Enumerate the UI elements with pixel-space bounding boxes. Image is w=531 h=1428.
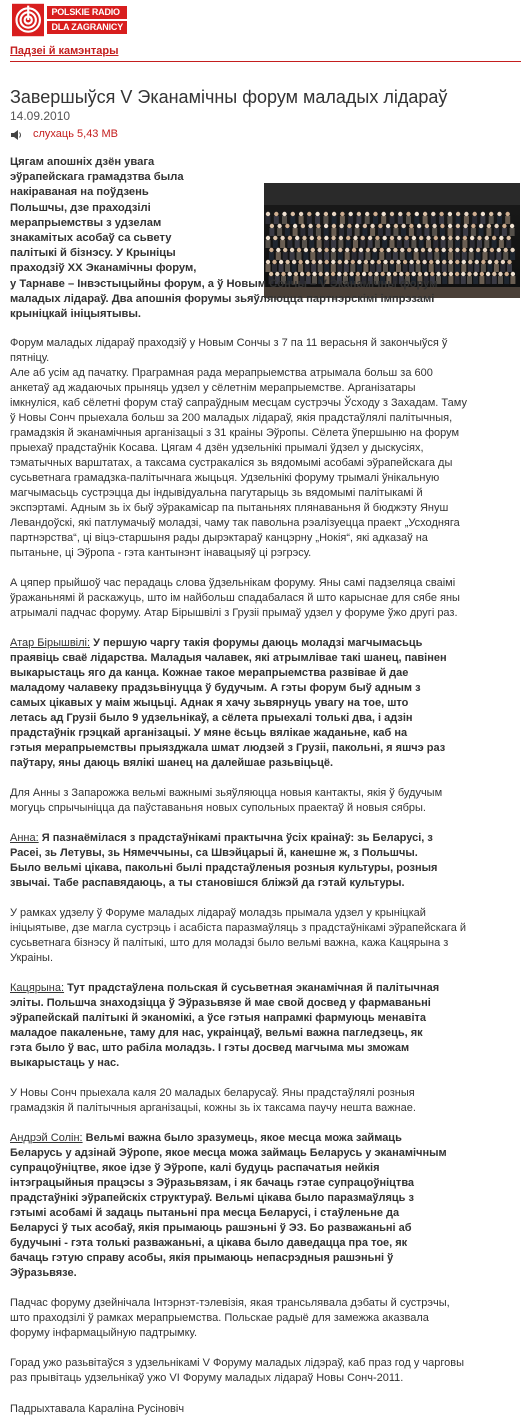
logo-line-2: DLA ZAGRANICY (47, 21, 127, 34)
paragraph-line (10, 696, 521, 711)
line-text: сусьветнага грамадзка-палітычнага жыцьця. Удзельнікі форуму трымалі ўнікальную (10, 472, 440, 484)
paragraph-line (10, 546, 521, 561)
line-text: раз прывітаць удзельнікаў ужо VI Форуму маладых лідараў Новы Сонч-2011. (10, 1372, 404, 1384)
paragraph-line (10, 651, 521, 666)
speaker-name: Андрэй Солін: (10, 1132, 83, 1144)
article-title: Завершыўся V Эканамічны форум маладых лідараў (10, 87, 448, 107)
paragraph-line (10, 1251, 521, 1266)
line-text: будучыні - гэта толькі разважаньні, а цікава было даведацца пра тое, як (10, 1237, 408, 1249)
line-text: Беларусь у адзінай Эўропе, якое месца можа займаць Беларусь у эканамічным (10, 1147, 447, 1159)
body-paragraph (10, 906, 521, 966)
paragraph-line (10, 411, 521, 426)
line-text: прадстаўнікі эўрапейскіх структураў. Вельмі цікава было паразмаўляць з (10, 1192, 414, 1204)
paragraph-line (10, 741, 521, 756)
line-text: Я пазнаёмілася з прадстаўнікамі практычна ўсіх краінаў: зь Беларусі, з (38, 832, 433, 844)
article-signature: Падрыхтавала Караліна Русіновіч (10, 1403, 185, 1415)
paragraph-line (10, 1296, 521, 1311)
lead-line: мерапрыемствы з удзелам (10, 216, 162, 229)
quote-paragraph (10, 831, 521, 891)
paragraph-line (10, 1176, 521, 1191)
line-text: форуму інфармацыйную падтрымку. (10, 1327, 198, 1339)
speaker-name: Кацярына: (10, 982, 65, 994)
line-text: могуць спрычыніцца да паўставаньня новых супольных праектаў й новыя сябры. (10, 802, 426, 814)
lead-line: знакамітых асобаў са сьвету (10, 232, 172, 245)
paragraph-line (10, 1236, 521, 1251)
paragraph-line (10, 1371, 521, 1386)
lead-line: маладых лідараў. Два апошнія форумы зьяўляюцца партнэрскімі імпрэзамі (10, 292, 435, 305)
line-text: Беларусі ў тых асобаў, якія прымаюць рашэньні ў ЭЗ. Бо разважаньні аб (10, 1222, 412, 1234)
paragraph-line (10, 426, 521, 441)
paragraph-line (10, 681, 521, 696)
paragraph-line (10, 456, 521, 471)
logo-wordmark (47, 5, 127, 35)
paragraph-line (10, 636, 521, 651)
listen-link[interactable] (33, 127, 118, 142)
speaker-name: Атар Бірышвілі: (10, 637, 91, 649)
paragraph-line (10, 1221, 521, 1236)
line-text: праявіць сваё лідарства. Маладыя чалавек, які атрымлівае такі шанец, павінен (10, 652, 447, 664)
paragraph-line (10, 1146, 521, 1161)
article-lead (10, 155, 520, 322)
line-text: імкнуліся, каб сёлетні форум стаў сапраўдным месцам сустрэчы Ўсходу з Захадам. Таму (10, 397, 467, 409)
line-text: выкарыстаць у нас. (10, 1057, 120, 1069)
paragraph-line (10, 1161, 521, 1176)
line-text: Для Анны з Запарожжа вельмі важнымі зьяўляюцца новыя кантакты, якія ў будучым (10, 787, 443, 799)
paragraph-line (10, 861, 521, 876)
line-text: маладому чалавеку прадзьвінуцца ў будучым. А гэты форум быў адным з (10, 682, 421, 694)
paragraph-line (10, 1191, 521, 1206)
site-logo[interactable] (12, 1, 127, 39)
paragraph-line (10, 1011, 521, 1026)
lead-line: у Тарнаве – Інвэстыцыйны форум, а ў Новым Сончы – V Эканамічны форум (10, 277, 438, 290)
paragraph-line (10, 1041, 521, 1056)
lead-line: крыніцкай ініцыятывы. (10, 308, 142, 321)
line-text: Эўразьвязе. (10, 1267, 77, 1279)
line-text: У рамках удзелу ў Форуме маладых лідараў моладзь прымала удзел у крыніцкай (10, 907, 426, 919)
line-text: самых цікавых у маім жыцьці. Аднак я хачу зьвярнуць увагу на тое, што (10, 697, 409, 709)
body-paragraph (10, 336, 521, 561)
body-paragraph (10, 576, 521, 621)
paragraph-line (10, 831, 521, 846)
line-text: што праходзілі ў рамках мерапрыемства. Польскае радыё для замежжа аказвала (10, 1312, 429, 1324)
paragraph-line (10, 906, 521, 921)
paragraph-line (10, 846, 521, 861)
paragraph-line (10, 1131, 521, 1146)
line-text: Падчас форуму дзейнічала Інтэрнэт-тэлевізія, якая трансьлявала дэбаты й сустрэчы, (10, 1297, 450, 1309)
line-text: пятніцу. (10, 352, 50, 364)
lead-line: эўрапейскага грамадзтва была (10, 171, 184, 184)
paragraph-line (10, 471, 521, 486)
line-text: маладое пакаленьне, таму для нас, украінцаў, вельмі важна пагледзець, як (10, 1027, 423, 1039)
lead-line: накіраваная на поўдзень (10, 186, 149, 199)
line-text: Вельмі важна было зразумець, якое месца можа займаць (82, 1132, 402, 1144)
speaker-icon[interactable] (10, 129, 23, 141)
paragraph-line (10, 981, 521, 996)
line-text: летась ад Грузіі было 9 удзельнікаў, а сёлета прыехалі толькі два, і адзін (10, 712, 413, 724)
article-date: 14.09.2010 (10, 109, 71, 123)
paragraph-line (10, 1086, 521, 1101)
line-text: анкетаў ад жадаючых прыняць удзел у сёлетнім мерапрыемстве. Арганізатары (10, 382, 416, 394)
line-text: атрымалі падчас форуму. Атар Бірышвілі з Грузіі прымаў удзел у форуме ўжо другі раз. (10, 607, 458, 619)
lead-line: Цягам апошніх дзён увага (10, 156, 155, 168)
line-text: тэматычных варштатах, а таксама сустракаліся зь вядомымі асобамі эўрапейскага ды (10, 457, 453, 469)
body-paragraph (10, 786, 521, 816)
paragraph-line (10, 606, 521, 621)
paragraph-line (10, 786, 521, 801)
paragraph-line (10, 726, 521, 741)
paragraph-line (10, 501, 521, 516)
paragraph-line (10, 396, 521, 411)
line-text: бачаць гэтую справу асобы, якія прымаюць непасрэдныя рашэньні ў (10, 1252, 394, 1264)
line-text: Расеі, зь Летувы, зь Нямеччыны, са Швэйцарыі й, канешне ж, з Польшчы. (10, 847, 418, 859)
section-link[interactable]: Падзеі й камэнтары (10, 45, 119, 57)
listen-label: слухаць (33, 128, 74, 140)
line-text: У першую чаргу такія форумы даюць моладзі магчымасьць (90, 637, 423, 649)
line-text: грамадзкія й палітычныя арганізацыі, кожны зь іх таксама паучу нешта важнае. (10, 1102, 416, 1114)
line-text: звычаі. Табе распавядаюць, а ты становішся бліжэй да гэтай культуры. (10, 877, 405, 889)
line-text: гэта было ў вас, што рабіла моладзь. І гэты досвед магчыма мы зможам (10, 1042, 410, 1054)
paragraph-line (10, 351, 521, 366)
paragraph-line (10, 666, 521, 681)
paragraph-line (10, 711, 521, 726)
audio-size: 5,43 MB (77, 128, 118, 140)
body-paragraph (10, 1296, 521, 1341)
paragraph-line (10, 381, 521, 396)
line-text: Левандоўскі, які патлумачыў моладзі, чаму так павольна рэалізуецца праект „Усходняга (10, 517, 460, 529)
lead-line: палітыкі й бізнэсу. У Крыніцы (10, 247, 176, 260)
speaker-name: Анна: (10, 832, 39, 844)
line-text: выкарыстаць яго да канца. Кожнае такое мерапрыемства развівае й дае (10, 667, 409, 679)
quote-paragraph (10, 1131, 521, 1281)
paragraph-line (10, 531, 521, 546)
line-text: эўрапейскай палітыкі й эканомікі, а ўсе гэтыя напрамкі фармуюць менавіта (10, 1012, 427, 1024)
polskie-radio-logo-icon (12, 2, 44, 38)
paragraph-line (10, 801, 521, 816)
line-text: Тут прадстаўлена польская й сусьветная эканамічная й палітычная (64, 982, 440, 994)
paragraph-line (10, 486, 521, 501)
paragraph-line (10, 576, 521, 591)
line-text: пытаньне, ці Эўропа - гэта кантынэнт інавацыяў ці рэгрэсу. (10, 547, 312, 559)
body-paragraph (10, 1356, 521, 1386)
paragraph-line (10, 591, 521, 606)
paragraph-line (10, 1056, 521, 1071)
logo-line-1: POLSKIE RADIO (47, 6, 127, 19)
paragraph-line (10, 996, 521, 1011)
line-text: Горад ужо разьвітаўся з удзельнікамі V Форуму маладых лідэраў, каб праз год у чарговы (10, 1357, 464, 1369)
line-text: гэтымі асобамі й задаць пытаньні пра месца Беларусі, і стаўленьне да (10, 1207, 400, 1219)
paragraph-line (10, 1026, 521, 1041)
line-text: гэтыя мерапрыемствы прыязджала шмат людзей з Грузіі, пакольні, я яшчэ раз (10, 742, 446, 754)
line-text: грамадзкія й эканамічныя арганізацыі з 31 краіны Эўропы. Сёлета ўпершыню на форум (10, 427, 460, 439)
line-text: У Новы Сонч прыехала каля 20 маладых беларусаў. Яны прадстаўлялі розныя (10, 1087, 415, 1099)
body-paragraph (10, 1086, 521, 1116)
section-divider (10, 61, 521, 62)
paragraph-line (10, 1101, 521, 1116)
line-text: прыехаў прадстаўнік Косава. Цягам 4 дзён удзельнікі прымалі ўдзел у дыскусіях, (10, 442, 424, 454)
line-text: супрацоўніцтве, якое ідзе ў Эўропе, калі будуць распачатыя нейкія (10, 1162, 380, 1174)
paragraph-line (10, 876, 521, 891)
line-text: А цяпер прыйшоў час перадаць слова ўдзельнікам форуму. Яны самі падзеляца сваімі (10, 577, 456, 589)
paragraph-line (10, 441, 521, 456)
paragraph-line (10, 1206, 521, 1221)
paragraph-line (10, 366, 521, 381)
lead-line: праходзіў XX Эканамічны форум, (10, 262, 197, 275)
line-text: Але аб усім ад пачатку. Праграмная рада мерапрыемства атрымала больш за 600 (10, 367, 433, 379)
paragraph-line (10, 1311, 521, 1326)
line-text: магчымасьць сустрэцца ды індывідуальна пагутарыць зь вядомымі палітыкамі й (10, 487, 423, 499)
article-body (10, 336, 521, 1401)
paragraph-line (10, 1326, 521, 1341)
paragraph-line (10, 756, 521, 771)
line-text: эліты. Польшча знаходзіцца ў Эўразьвязе й мае свой досвед у фармаваньні (10, 997, 431, 1009)
line-text: ў Новы Сонч прыехала больш за 200 маладых лідараў, якія прадстаўлялі палітычныя, (10, 412, 453, 424)
line-text: Форум маладых лідараў праходзіў у Новым Сончы з 7 па 11 верасьня й закончыўся ў (10, 337, 448, 349)
line-text: партнэрства“, ці віцэ-старшыня рады дырэктараў канцэрну „Нокія“, які адказаў на (10, 532, 428, 544)
paragraph-line (10, 1266, 521, 1281)
audio-row (10, 127, 118, 142)
line-text: ініцыятыве, дзе магла сустрэць і асабіста паразмаўляць з прадстаўнікамі эўрапейскага й (10, 922, 467, 934)
paragraph-line (10, 1356, 521, 1371)
line-text: Украіны. (10, 952, 54, 964)
line-text: Было вельмі цікава, пакольні былі прадстаўленыя розныя культуры, розныя (10, 862, 438, 874)
paragraph-line (10, 336, 521, 351)
line-text: прадстаўнік грэцкай арганізацыі. У мяне ёсьць вялікае жаданьне, каб на (10, 727, 408, 739)
site-header (0, 0, 531, 44)
paragraph-line (10, 951, 521, 966)
paragraph-line (10, 936, 521, 951)
lead-line: Польшчы, дзе праходзілі (10, 201, 151, 214)
quote-paragraph (10, 981, 521, 1071)
line-text: паўтару, яны даюць вялікі шанец на далейшае разьвіцьцё. (10, 757, 334, 769)
line-text: інтэграцыйныя працэсы з Эўразьвязам, і як бачаць гэтае супрацоўніцтва (10, 1177, 415, 1189)
line-text: экспэртамі. Адным зь іх быў эўракамісар па пытаньнях плянаваньня й бюджэту Януш (10, 502, 449, 514)
line-text: ўражаньнямі й раскажуць, што ім найбольш спадабалася й што карыснае для сябе яны (10, 592, 460, 604)
paragraph-line (10, 516, 521, 531)
line-text: сусьветнага бізнэсу й палітыкі, што для моладзі было вельмі важна, кажа Кацярына з (10, 937, 449, 949)
paragraph-line (10, 921, 521, 936)
quote-paragraph (10, 636, 521, 771)
